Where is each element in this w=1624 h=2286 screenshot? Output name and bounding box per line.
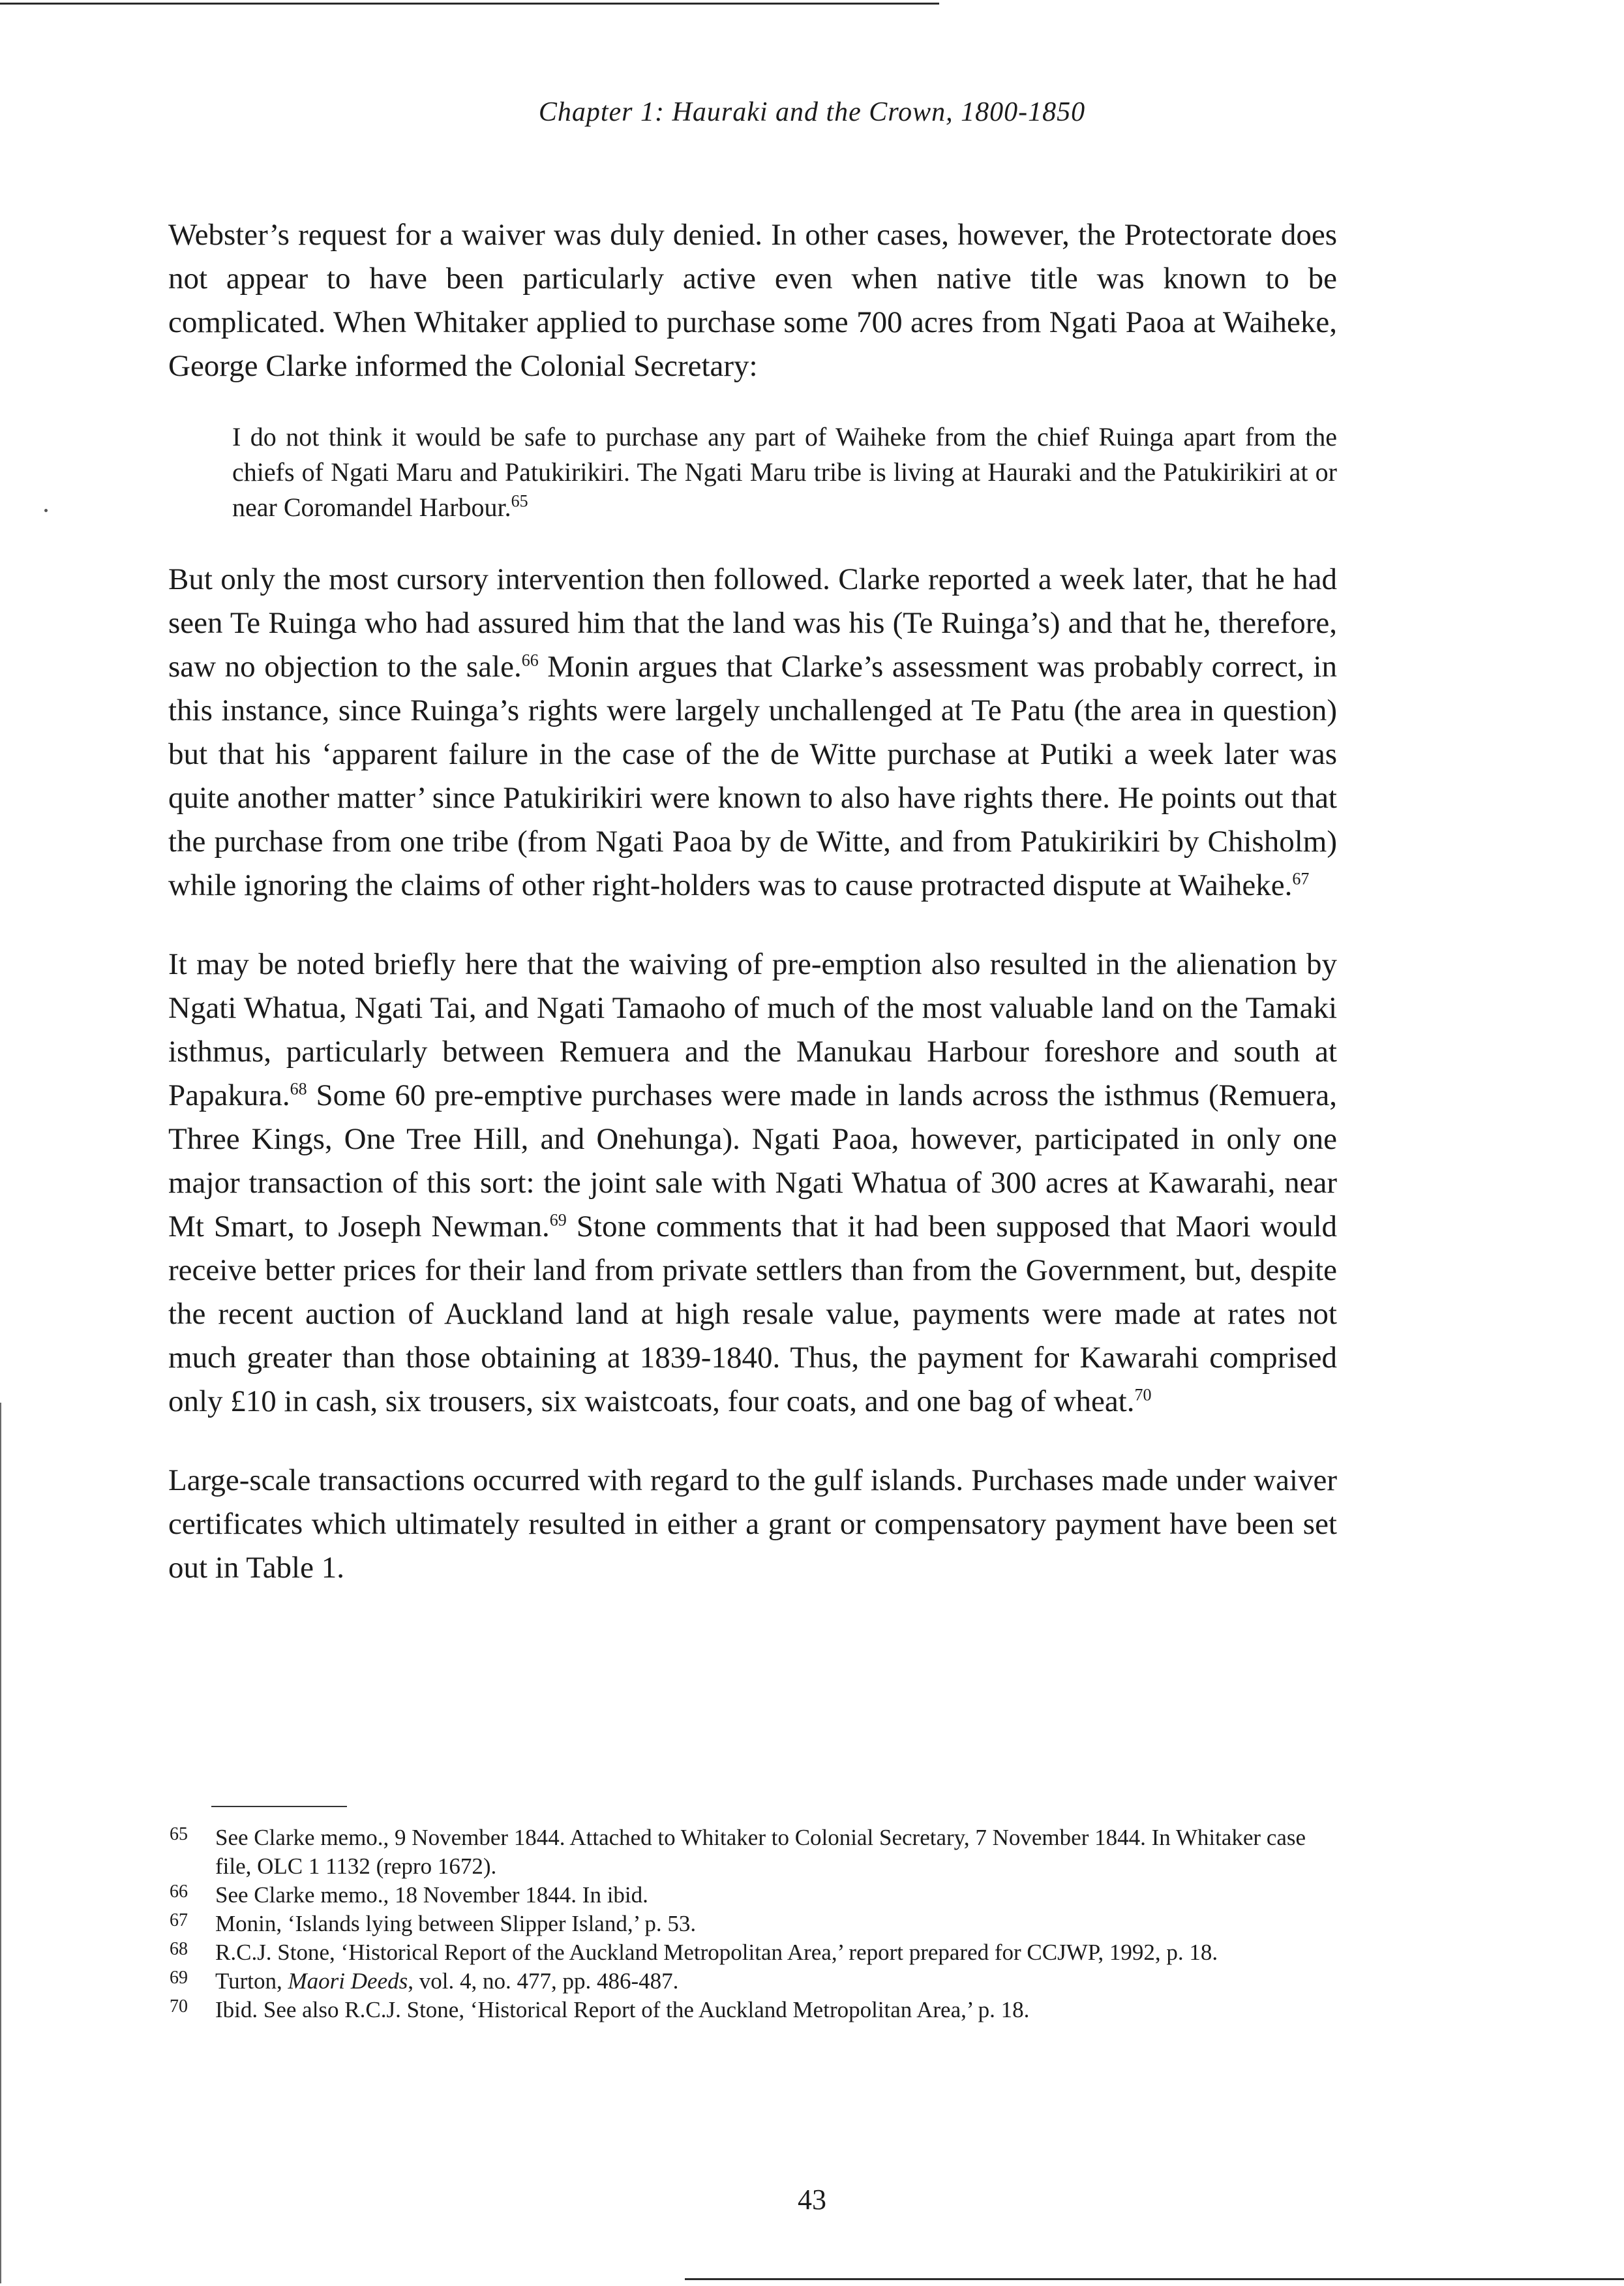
footnote-title: Maori Deeds (288, 1968, 408, 1994)
bottom-rule (685, 2278, 1624, 2280)
running-head: Chapter 1: Hauraki and the Crown, 1800-1850 (538, 97, 1086, 127)
footnote-67 (168, 1910, 1337, 1938)
footnote-ref-67[interactable]: 67 (1292, 869, 1310, 889)
footnote-ref-68[interactable]: 68 (290, 1079, 307, 1099)
paragraph-2 (168, 558, 1337, 907)
footnote-number: 68 (170, 1939, 188, 1959)
footnote-70 (168, 1996, 1337, 2024)
footnote-text: Monin, ‘Islands lying between Slipper Island,’ p. 53. (215, 1911, 697, 1936)
stray-mark (44, 509, 48, 512)
page-number: 43 (798, 2184, 826, 2216)
footnote-number: 66 (170, 1882, 188, 1902)
body-text (168, 213, 1337, 1625)
footnote-65 (168, 1823, 1337, 1881)
footnote-number: 69 (170, 1968, 188, 1988)
paragraph-4: Large-scale transactions occurred with regard to the gulf islands. Purchases made under waiver certificates which ultimately resulted in either a grant or compensatory payment have been set out in Table 1. (168, 1463, 1337, 1585)
page-edge-line (0, 1403, 1, 2283)
footnote-69 (168, 1967, 1337, 1996)
footnote-number: 70 (170, 1996, 188, 2017)
paragraph-2-part-b: Monin argues that Clarke’s assessment was probably correct, in this instance, since Ruinga’s rights were largely unchallenged at Te Patu (the area in question) but that his ‘apparent failure in the case of the de Witte purchase at Putiki a week later was quite another matter’ since Patukirikiri were known to also have rights there. He points out that the purchase from one tribe (from Ngati Paoa by de Witte, and from Patukirikiri by Chisholm) while ignoring the claims of other right-holders was to cause protracted dispute at Waiheke. (168, 650, 1337, 902)
footnote-ref-66[interactable]: 66 (521, 650, 539, 670)
footnote-text: R.C.J. Stone, ‘Historical Report of the Auckland Metropolitan Area,’ report prepared for CCJWP, 1992, p. 18. (215, 1940, 1218, 1965)
block-quote (232, 419, 1337, 525)
paragraph-3-part-a: It may be noted briefly here that the waiving of pre-emption also resulted in the alienation by Ngati Whatua, Ngati Tai, and Ngati Tamaoho of much of the most valuable land on the Tamaki isthmus, particularly between Remuera and the Manukau Harbour foreshore and south at Papakura. (168, 947, 1337, 1112)
footnote-text-post: , vol. 4, no. 477, pp. 486-487. (408, 1968, 679, 1994)
footnote-number: 67 (170, 1910, 188, 1930)
paragraph-3-part-c: Stone comments that it had been supposed that Maori would receive better prices for their land from private settlers than from the Government, but, despite the recent auction of Auckland land at high resale value, payments were made at rates not much greater than those obtaining at 1839-1840. Thus, the payment for Kawarahi comprised only £10 in cash, six trousers, six waistcoats, four coats, and one bag of wheat. (168, 1210, 1338, 1418)
footnotes (168, 1823, 1337, 2024)
paragraph-1: Webster’s request for a waiver was duly denied. In other cases, however, the Protectorate does not appear to have been particularly active even when native title was known to be complicated. When Whitaker applied to purchase some 700 acres from Ngati Paoa at Waiheke, George Clarke informed the Colonial Secretary: (168, 218, 1337, 383)
footnote-ref-70[interactable]: 70 (1134, 1385, 1152, 1405)
footnote-text: See Clarke memo., 18 November 1844. In ibid. (215, 1882, 648, 1908)
footnote-number: 65 (170, 1824, 188, 1844)
footnote-text: See Clarke memo., 9 November 1844. Attached to Whitaker to Colonial Secretary, 7 November 1844. In Whitaker case file, OLC 1 1132 (repro 1672). (215, 1825, 1306, 1879)
footnote-68 (168, 1938, 1337, 1967)
footnote-text: Ibid. See also R.C.J. Stone, ‘Historical Report of the Auckland Metropolitan Area,’ p. 18. (215, 1997, 1030, 2022)
paragraph-3 (168, 943, 1337, 1424)
paragraph-2-part-a: But only the most cursory intervention then followed. Clarke reported a week later, that he had seen Te Ruinga who had assured him that the land was his (Te Ruinga’s) and that he, therefore, saw no objection to the sale. (168, 562, 1337, 684)
footnote-text (215, 1967, 1337, 1996)
quote-text: I do not think it would be safe to purchase any part of Waiheke from the chief Ruinga apart from the chiefs of Ngati Maru and Patukirikiri. The Ngati Maru tribe is living at Hauraki and the Patukirikiri at or near Coromandel Harbour. (232, 422, 1337, 522)
footnote-ref-65[interactable]: 65 (511, 491, 528, 511)
footnote-text-pre: Turton, (215, 1968, 288, 1994)
top-rule (0, 3, 939, 5)
footnote-ref-69[interactable]: 69 (549, 1210, 567, 1230)
paragraph-3-part-b: Some 60 pre-emptive purchases were made in lands across the isthmus (Remuera, Three Kings, One Tree Hill, and Onehunga). Ngati Paoa, however, participated in only one major transaction of this sort: the joint sale with Ngati Whatua of 300 acres at Kawarahi, near Mt Smart, to Joseph Newman. (168, 1078, 1337, 1243)
footnote-66 (168, 1881, 1337, 1910)
footnote-rule (211, 1806, 347, 1807)
